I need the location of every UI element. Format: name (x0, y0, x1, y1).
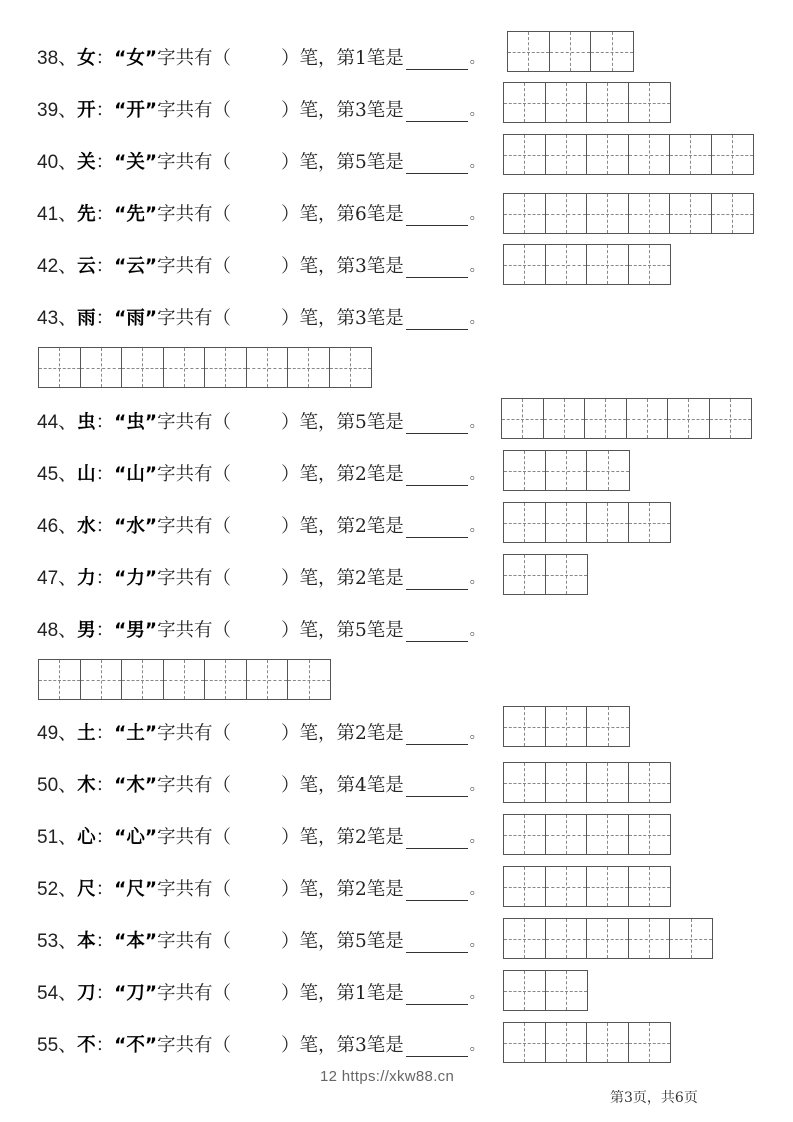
stroke-answer-blank[interactable] (406, 932, 468, 953)
question-number: 38、 (37, 48, 78, 69)
period: 。 (469, 726, 484, 742)
period: 。 (469, 934, 484, 950)
question-number: 45、 (37, 464, 78, 485)
period: 。 (469, 830, 484, 846)
writing-cell[interactable] (504, 867, 546, 906)
question-stem: 字共有（ (157, 827, 232, 848)
question-number: 52、 (37, 879, 78, 900)
writing-cell[interactable] (550, 32, 592, 71)
writing-cell[interactable] (587, 451, 629, 490)
writing-cell[interactable] (627, 399, 669, 438)
question-mid: ）笔，第1笔是 (281, 48, 404, 69)
question-mid: ）笔，第5笔是 (281, 931, 404, 952)
colon: ： (95, 308, 115, 329)
quoted-character: “男” (114, 620, 157, 641)
question-number: 41、 (37, 204, 78, 225)
writing-cell[interactable] (39, 348, 81, 387)
writing-cell[interactable] (546, 971, 588, 1010)
writing-cell[interactable] (585, 399, 627, 438)
writing-cell[interactable] (504, 245, 546, 284)
writing-cell[interactable] (81, 348, 123, 387)
writing-cell[interactable] (504, 451, 546, 490)
question-stem: 字共有（ (157, 516, 232, 537)
page-number: 第3页，共6页 (610, 1090, 698, 1106)
writing-cell[interactable] (546, 555, 588, 594)
question-number: 42、 (37, 256, 78, 277)
target-character: 水 (77, 516, 96, 537)
stroke-answer-blank[interactable] (406, 880, 468, 901)
colon: ： (95, 516, 115, 537)
period: 。 (469, 1038, 484, 1054)
tianzige-writing-grid[interactable] (503, 918, 713, 959)
writing-cell[interactable] (670, 135, 712, 174)
question-row (37, 96, 484, 126)
writing-cell[interactable] (288, 660, 330, 699)
question-number: 40、 (37, 152, 78, 173)
question-row (37, 408, 484, 438)
question-row (37, 875, 484, 905)
question-mid: ）笔，第2笔是 (281, 568, 404, 589)
stroke-answer-blank[interactable] (406, 517, 468, 538)
colon: ： (95, 412, 115, 433)
question-mid: ）笔，第3笔是 (281, 100, 404, 121)
stroke-answer-blank[interactable] (406, 257, 468, 278)
writing-cell[interactable] (504, 194, 546, 233)
quoted-character: “力” (114, 568, 157, 589)
period: 。 (469, 882, 484, 898)
writing-cell[interactable] (710, 399, 752, 438)
writing-cell[interactable] (587, 815, 629, 854)
question-number: 39、 (37, 100, 78, 121)
question-number: 51、 (37, 827, 78, 848)
colon: ： (95, 931, 115, 952)
target-character: 关 (77, 152, 96, 173)
question-number: 44、 (37, 412, 78, 433)
period: 。 (469, 623, 484, 639)
writing-cell[interactable] (629, 135, 671, 174)
question-row (37, 979, 484, 1009)
writing-cell[interactable] (712, 194, 754, 233)
tianzige-writing-grid[interactable] (503, 244, 671, 285)
question-mid: ）笔，第5笔是 (281, 152, 404, 173)
writing-cell[interactable] (629, 867, 671, 906)
quoted-character: “雨” (114, 308, 157, 329)
question-number: 48、 (37, 620, 78, 641)
colon: ： (95, 983, 115, 1004)
writing-cell[interactable] (205, 348, 247, 387)
writing-cell[interactable] (504, 503, 546, 542)
stroke-answer-blank[interactable] (406, 309, 468, 330)
period: 。 (469, 311, 484, 327)
tianzige-writing-grid[interactable] (503, 554, 588, 595)
writing-cell[interactable] (504, 763, 546, 802)
tianzige-writing-grid[interactable] (501, 398, 752, 439)
target-character: 心 (77, 827, 96, 848)
question-stem: 字共有（ (157, 931, 232, 952)
writing-cell[interactable] (504, 815, 546, 854)
question-row (37, 823, 484, 853)
quoted-character: “心” (114, 827, 157, 848)
stroke-answer-blank[interactable] (406, 153, 468, 174)
question-mid: ）笔，第5笔是 (281, 620, 404, 641)
question-stem: 字共有（ (157, 775, 232, 796)
question-number: 46、 (37, 516, 78, 537)
question-stem: 字共有（ (157, 152, 232, 173)
writing-cell[interactable] (587, 503, 629, 542)
question-mid: ）笔，第2笔是 (281, 464, 404, 485)
period: 。 (469, 986, 484, 1002)
target-character: 雨 (77, 308, 96, 329)
quoted-character: “山” (114, 464, 157, 485)
writing-cell[interactable] (629, 503, 671, 542)
target-character: 力 (77, 568, 96, 589)
colon: ： (95, 100, 115, 121)
period: 。 (469, 51, 484, 67)
writing-cell[interactable] (629, 83, 671, 122)
question-number: 49、 (37, 723, 78, 744)
stroke-answer-blank[interactable] (406, 776, 468, 797)
question-mid: ）笔，第2笔是 (281, 516, 404, 537)
question-stem: 字共有（ (157, 204, 232, 225)
writing-cell[interactable] (504, 919, 546, 958)
writing-cell[interactable] (629, 815, 671, 854)
target-character: 男 (77, 620, 96, 641)
period: 。 (469, 778, 484, 794)
tianzige-writing-grid[interactable] (503, 502, 671, 543)
writing-cell[interactable] (587, 867, 629, 906)
writing-cell[interactable] (587, 763, 629, 802)
stroke-answer-blank[interactable] (406, 724, 468, 745)
writing-cell[interactable] (504, 555, 546, 594)
writing-cell[interactable] (546, 83, 588, 122)
writing-cell[interactable] (629, 194, 671, 233)
question-number: 50、 (37, 775, 78, 796)
stroke-answer-blank[interactable] (406, 569, 468, 590)
target-character: 虫 (77, 412, 96, 433)
question-row (37, 616, 484, 646)
tianzige-writing-grid[interactable] (38, 347, 372, 388)
writing-cell[interactable] (504, 135, 546, 174)
stroke-answer-blank[interactable] (406, 1036, 468, 1057)
writing-cell[interactable] (587, 919, 629, 958)
question-mid: ）笔，第2笔是 (281, 879, 404, 900)
stroke-answer-blank[interactable] (406, 465, 468, 486)
footer-url: 12 https://xkw88.cn (320, 1068, 455, 1085)
question-mid: ）笔，第3笔是 (281, 308, 404, 329)
question-number: 53、 (37, 931, 78, 952)
period: 。 (469, 207, 484, 223)
writing-cell[interactable] (544, 399, 586, 438)
question-row (37, 148, 484, 178)
writing-cell[interactable] (504, 1023, 546, 1062)
writing-cell[interactable] (587, 1023, 629, 1062)
colon: ： (95, 256, 115, 277)
question-stem: 字共有（ (157, 256, 232, 277)
writing-cell[interactable] (546, 1023, 588, 1062)
writing-cell[interactable] (247, 660, 289, 699)
colon: ： (95, 48, 115, 69)
target-character: 土 (77, 723, 96, 744)
colon: ： (95, 723, 115, 744)
target-character: 木 (77, 775, 96, 796)
question-row (37, 200, 484, 230)
question-row (37, 460, 484, 490)
quoted-character: “水” (114, 516, 157, 537)
tianzige-writing-grid[interactable] (503, 814, 671, 855)
quoted-character: “不” (114, 1035, 157, 1056)
period: 。 (469, 415, 484, 431)
tianzige-writing-grid[interactable] (503, 706, 630, 747)
writing-cell[interactable] (587, 245, 629, 284)
quoted-character: “云” (114, 256, 157, 277)
quoted-character: “关” (114, 152, 157, 173)
colon: ： (95, 620, 115, 641)
question-stem: 字共有（ (157, 464, 232, 485)
question-stem: 字共有（ (157, 879, 232, 900)
writing-cell[interactable] (629, 919, 671, 958)
writing-cell[interactable] (508, 32, 550, 71)
question-number: 54、 (37, 983, 78, 1004)
writing-cell[interactable] (546, 867, 588, 906)
question-mid: ）笔，第1笔是 (281, 983, 404, 1004)
writing-cell[interactable] (591, 32, 633, 71)
stroke-answer-blank[interactable] (406, 621, 468, 642)
writing-cell[interactable] (546, 815, 588, 854)
writing-cell[interactable] (629, 1023, 671, 1062)
question-stem: 字共有（ (157, 620, 232, 641)
target-character: 山 (77, 464, 96, 485)
question-stem: 字共有（ (157, 983, 232, 1004)
writing-cell[interactable] (546, 135, 588, 174)
stroke-answer-blank[interactable] (406, 101, 468, 122)
tianzige-writing-grid[interactable] (503, 1022, 671, 1063)
writing-cell[interactable] (587, 707, 629, 746)
colon: ： (95, 1035, 115, 1056)
writing-cell[interactable] (81, 660, 123, 699)
question-row (37, 252, 484, 282)
target-character: 不 (77, 1035, 96, 1056)
tianzige-writing-grid[interactable] (503, 970, 588, 1011)
target-character: 刀 (77, 983, 96, 1004)
writing-cell[interactable] (546, 763, 588, 802)
quoted-character: “女” (114, 48, 157, 69)
colon: ： (95, 152, 115, 173)
colon: ： (95, 775, 115, 796)
question-stem: 字共有（ (157, 308, 232, 329)
quoted-character: “开” (114, 100, 157, 121)
question-number: 55、 (37, 1035, 78, 1056)
target-character: 女 (77, 48, 96, 69)
question-mid: ）笔，第5笔是 (281, 412, 404, 433)
quoted-character: “尺” (114, 879, 157, 900)
writing-cell[interactable] (122, 660, 164, 699)
colon: ： (95, 568, 115, 589)
writing-cell[interactable] (670, 919, 712, 958)
target-character: 尺 (77, 879, 96, 900)
question-row (37, 512, 484, 542)
tianzige-writing-grid[interactable] (503, 193, 754, 234)
writing-cell[interactable] (546, 451, 588, 490)
writing-cell[interactable] (504, 707, 546, 746)
writing-cell[interactable] (330, 348, 372, 387)
question-mid: ）笔，第4笔是 (281, 775, 404, 796)
question-row (37, 44, 484, 74)
question-row (37, 1031, 484, 1061)
writing-cell[interactable] (546, 919, 588, 958)
writing-cell[interactable] (712, 135, 754, 174)
writing-cell[interactable] (504, 971, 546, 1010)
writing-cell[interactable] (546, 245, 588, 284)
writing-cell[interactable] (546, 707, 588, 746)
colon: ： (95, 879, 115, 900)
question-mid: ）笔，第2笔是 (281, 827, 404, 848)
question-stem: 字共有（ (157, 48, 232, 69)
tianzige-writing-grid[interactable] (503, 134, 754, 175)
quoted-character: “刀” (114, 983, 157, 1004)
stroke-answer-blank[interactable] (406, 413, 468, 434)
writing-cell[interactable] (502, 399, 544, 438)
question-stem: 字共有（ (157, 723, 232, 744)
question-row (37, 564, 484, 594)
question-number: 47、 (37, 568, 78, 589)
tianzige-writing-grid[interactable] (507, 31, 634, 72)
quoted-character: “木” (114, 775, 157, 796)
period: 。 (469, 467, 484, 483)
writing-cell[interactable] (587, 83, 629, 122)
period: 。 (469, 571, 484, 587)
quoted-character: “先” (114, 204, 157, 225)
question-mid: ）笔，第2笔是 (281, 723, 404, 744)
writing-cell[interactable] (587, 194, 629, 233)
colon: ： (95, 204, 115, 225)
writing-cell[interactable] (504, 83, 546, 122)
question-mid: ）笔，第3笔是 (281, 256, 404, 277)
writing-cell[interactable] (122, 348, 164, 387)
writing-cell[interactable] (629, 245, 671, 284)
stroke-answer-blank[interactable] (406, 49, 468, 70)
quoted-character: “虫” (114, 412, 157, 433)
writing-cell[interactable] (247, 348, 289, 387)
stroke-answer-blank[interactable] (406, 984, 468, 1005)
question-row (37, 927, 484, 957)
target-character: 开 (77, 100, 96, 121)
tianzige-writing-grid[interactable] (38, 659, 331, 700)
writing-cell[interactable] (288, 348, 330, 387)
question-stem: 字共有（ (157, 1035, 232, 1056)
writing-cell[interactable] (668, 399, 710, 438)
question-stem: 字共有（ (157, 100, 232, 121)
tianzige-writing-grid[interactable] (503, 762, 671, 803)
question-row (37, 771, 484, 801)
question-row (37, 304, 484, 334)
question-mid: ）笔，第3笔是 (281, 1035, 404, 1056)
tianzige-writing-grid[interactable] (503, 866, 671, 907)
writing-cell[interactable] (164, 660, 206, 699)
question-stem: 字共有（ (157, 568, 232, 589)
period: 。 (469, 259, 484, 275)
colon: ： (95, 827, 115, 848)
period: 。 (469, 155, 484, 171)
quoted-character: “土” (114, 723, 157, 744)
quoted-character: “本” (114, 931, 157, 952)
writing-cell[interactable] (164, 348, 206, 387)
writing-cell[interactable] (587, 135, 629, 174)
period: 。 (469, 519, 484, 535)
tianzige-writing-grid[interactable] (503, 82, 671, 123)
target-character: 本 (77, 931, 96, 952)
stroke-answer-blank[interactable] (406, 828, 468, 849)
question-number: 43、 (37, 308, 78, 329)
question-stem: 字共有（ (157, 412, 232, 433)
writing-cell[interactable] (39, 660, 81, 699)
stroke-answer-blank[interactable] (406, 205, 468, 226)
colon: ： (95, 464, 115, 485)
period: 。 (469, 103, 484, 119)
question-row (37, 719, 484, 749)
tianzige-writing-grid[interactable] (503, 450, 630, 491)
writing-cell[interactable] (670, 194, 712, 233)
writing-cell[interactable] (546, 503, 588, 542)
writing-cell[interactable] (629, 763, 671, 802)
target-character: 先 (77, 204, 96, 225)
writing-cell[interactable] (546, 194, 588, 233)
question-mid: ）笔，第6笔是 (281, 204, 404, 225)
writing-cell[interactable] (205, 660, 247, 699)
target-character: 云 (77, 256, 96, 277)
